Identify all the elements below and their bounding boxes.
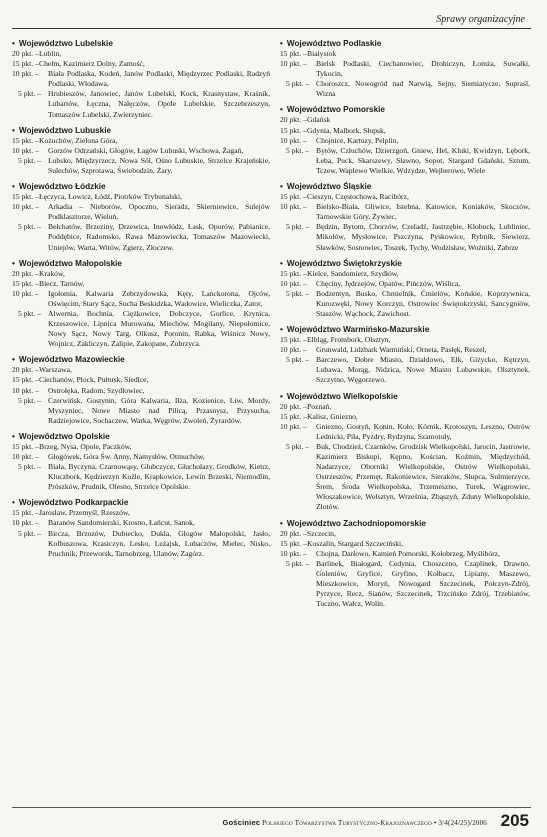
header-divider bbox=[12, 28, 531, 29]
points-row bbox=[12, 89, 270, 119]
places-list: Hrubieszów, Janowiec, Janów Lubelski, Kock, Krasnystaw, Kraśnik, Lubartów, Łęczna, Nałęczów, Opole Lubelskie, Szczebrzeszyn, Tomaszów Lubelski, Zwierzyniec. bbox=[48, 89, 270, 119]
points-value: 5 pkt. – bbox=[286, 355, 309, 365]
places-list: Grunwald, Lidzbark Warmiński, Orneta, Pasłęk, Reszel, bbox=[316, 345, 487, 355]
points-value: 10 pkt. – bbox=[280, 135, 307, 145]
places-list: Poznań, bbox=[307, 401, 332, 411]
region-section bbox=[280, 38, 530, 99]
points-value: 5 pkt. – bbox=[286, 288, 309, 298]
points-value: 10 pkt. – bbox=[12, 518, 39, 528]
places-list: Bielsk Podlaski, Ciechanowiec, Drohiczyn, Łomża, Suwałki, Tykocin, bbox=[316, 59, 530, 79]
points-value: 5 pkt. – bbox=[18, 528, 41, 538]
places-list: Elbląg, Frombork, Olsztyn, bbox=[307, 335, 391, 345]
points-value: 10 pkt. – bbox=[280, 345, 307, 355]
places-list: Chęciny, Jędrzejów, Opatów, Pińczów, Wiślica, bbox=[316, 278, 461, 288]
points-row bbox=[12, 156, 270, 176]
region-heading: • Województwo Zachodniopomorskie bbox=[280, 518, 530, 529]
points-row bbox=[12, 279, 270, 289]
points-value: 10 pkt. – bbox=[12, 69, 39, 79]
page-number: 205 bbox=[500, 811, 529, 830]
places-list: Bytów, Człuchów, Dzierzgoń, Gniew, Hel, Kluki, Kwidzyn, Lębork, Łeba, Puck, Skarszewy, Sławno, Sopot, Stargard Gdański, Sztum, Tczew, Waplewo Wielkie, Wdzydze, Wejherowo, Wiele bbox=[316, 145, 530, 175]
region-heading: • Województwo Podlaskie bbox=[280, 38, 530, 49]
points-value: 15 pkt. – bbox=[12, 192, 39, 202]
publisher-name: Polskiego Towarzystwa Turystyczno-Krajoznawczego bbox=[262, 819, 432, 827]
points-value: 5 pkt. – bbox=[18, 89, 41, 99]
points-value: 20 pkt. – bbox=[12, 365, 39, 375]
points-row bbox=[12, 289, 270, 309]
region-section bbox=[280, 181, 530, 253]
points-value: 5 pkt. – bbox=[18, 308, 41, 318]
points-row bbox=[280, 412, 530, 422]
points-row bbox=[12, 269, 270, 279]
places-list: Kielce, Sandomierz, Szydłów, bbox=[307, 268, 399, 278]
left-column bbox=[12, 38, 270, 564]
places-list: Chojna, Darłowo, Kamień Pomorski, Kołobrzeg, Myślibórz, bbox=[316, 548, 500, 558]
points-row bbox=[280, 146, 530, 176]
points-row bbox=[12, 375, 270, 385]
points-value: 20 pkt. – bbox=[280, 401, 307, 411]
places-list: Kraków, bbox=[39, 268, 65, 278]
points-value: 10 pkt. – bbox=[12, 385, 39, 395]
points-value: 5 pkt. – bbox=[286, 79, 309, 89]
region-heading: • Województwo Łódzkie bbox=[12, 181, 270, 192]
places-list: Głogówek, Góra Św. Anny, Namysłów, Otmuchów, bbox=[48, 452, 205, 461]
page-header bbox=[0, 0, 547, 30]
footer-divider bbox=[12, 807, 531, 808]
places-list: Arkadia – Nieborów, Opoczno, Sieradz, Skierniewice, Sulejów Podklasztorze, Wieluń, bbox=[48, 202, 270, 222]
places-list: Lubsko, Międzyrzecz, Nowa Sól, Ośno Lubuskie, Strzelce Krajeńskie, Sulechów, Szprotawa, Świebodzin, Żary. bbox=[48, 155, 270, 175]
points-value: 10 pkt. – bbox=[12, 452, 39, 461]
footer-publication bbox=[223, 818, 487, 827]
points-row bbox=[280, 269, 530, 279]
points-value: 20 pkt. – bbox=[280, 528, 307, 538]
points-row bbox=[12, 202, 270, 222]
region-heading: • Województwo Lubelskie bbox=[12, 38, 270, 49]
points-row bbox=[12, 69, 270, 89]
points-value: 15 pkt. – bbox=[12, 441, 39, 451]
points-value: 10 pkt. – bbox=[12, 288, 39, 298]
points-row bbox=[280, 49, 530, 59]
places-list: Ostrołęka, Radom, Szydłowiec, bbox=[48, 385, 145, 395]
points-value: 20 pkt. – bbox=[12, 49, 39, 58]
points-value: 15 pkt. – bbox=[280, 125, 307, 135]
points-row bbox=[12, 365, 270, 375]
points-row bbox=[12, 222, 270, 252]
points-row bbox=[12, 396, 270, 426]
points-row bbox=[280, 192, 530, 202]
points-row bbox=[280, 402, 530, 412]
points-row bbox=[12, 452, 270, 462]
points-row bbox=[12, 136, 270, 146]
points-row bbox=[280, 289, 530, 319]
points-row bbox=[280, 335, 530, 345]
points-row bbox=[12, 508, 270, 518]
points-row bbox=[12, 386, 270, 396]
points-value: 20 pkt. – bbox=[280, 115, 307, 125]
section-title: Sprawy organizacyjne bbox=[436, 14, 525, 25]
points-row bbox=[280, 79, 530, 99]
places-list: Lublin, bbox=[39, 49, 62, 58]
places-list: Alwernia, Bochnia, Ciężkowice, Dobczyce, Gorlice, Krynica, Krzeszowice, Lipnica Murowana, Miechów, Mogilany, Niepołomice, Nowy Sącz, Nowy Targ, Olkusz, Poronin, Rabka, Wiśnicz Nowy, Wojnicz, Zakliczyn, Zalipie, Zakopane, Zubrzyca. bbox=[48, 308, 270, 349]
places-list: Chojnice, Kartuzy, Pelplin, bbox=[316, 135, 399, 145]
places-list: Białystok bbox=[307, 49, 337, 58]
region-heading: • Województwo Podkarpackie bbox=[12, 497, 270, 508]
region-heading: • Województwo Małopolskie bbox=[12, 258, 270, 269]
places-list: Chełm, Kazimierz Dolny, Zamość, bbox=[39, 59, 145, 69]
points-row bbox=[280, 126, 530, 136]
places-list: Kalisz, Gniezno, bbox=[307, 411, 358, 421]
points-value: 15 pkt. – bbox=[280, 49, 307, 58]
points-value: 5 pkt. – bbox=[286, 558, 309, 568]
points-value: 5 pkt. – bbox=[286, 145, 309, 155]
places-list: Cieszyn, Częstochowa, Racibórz, bbox=[307, 192, 409, 202]
region-heading: • Województwo Wielkopolskie bbox=[280, 391, 530, 402]
points-row bbox=[280, 529, 530, 539]
points-value: 10 pkt. – bbox=[280, 59, 307, 69]
points-row bbox=[12, 49, 270, 59]
points-value: 10 pkt. – bbox=[280, 278, 307, 288]
right-column bbox=[280, 38, 530, 614]
region-heading: • Województwo Pomorskie bbox=[280, 104, 530, 115]
places-list: Bełchatów, Brzeziny, Drzewica, Inowłódz, Łask, Oporów, Pabianice, Poddębice, Radomsko, Rawa Mazowiecka, Tomaszów Mazowiecki, Uniejów, Warta, Witów, Zgierz, Złoczew. bbox=[48, 222, 270, 252]
points-value: 10 pkt. – bbox=[280, 421, 307, 431]
region-section bbox=[280, 391, 530, 513]
region-heading: • Województwo Śląskie bbox=[280, 181, 530, 192]
points-row bbox=[280, 539, 530, 549]
region-heading: • Województwo Warmińsko-Mazurskie bbox=[280, 324, 530, 335]
places-list: Gniezno, Gostyń, Konin, Koło, Kórnik, Krotoszyn, Leszno, Ostrów Lednicki, Piła, Pyzdry, Rydzyna, Szamotuły, bbox=[316, 421, 530, 441]
places-list: Koszalin, Stargard Szczeciński, bbox=[307, 538, 404, 548]
region-section bbox=[280, 104, 530, 176]
region-section bbox=[280, 324, 530, 385]
points-row bbox=[280, 59, 530, 79]
points-row bbox=[12, 442, 270, 452]
points-row bbox=[280, 279, 530, 289]
points-row bbox=[280, 559, 530, 609]
points-value: 15 pkt. – bbox=[12, 59, 39, 69]
places-list: Choroszcz, Nowogród nad Narwią, Sejny, Siemiatycze, Supraśl, Wizna bbox=[316, 79, 530, 99]
points-value: 15 pkt. – bbox=[280, 268, 307, 278]
points-row bbox=[280, 355, 530, 385]
region-heading: • Województwo Lubuskie bbox=[12, 125, 270, 136]
points-row bbox=[280, 345, 530, 355]
points-row bbox=[280, 422, 530, 442]
points-value: 5 pkt. – bbox=[18, 222, 41, 232]
points-row bbox=[12, 192, 270, 202]
places-list: Bielsko-Biała, Gliwice, Istebna, Katowice, Koniaków, Skoczów, Tarnowskie Góry, Żywiec, bbox=[316, 202, 530, 222]
points-row bbox=[12, 462, 270, 492]
points-value: 5 pkt. – bbox=[18, 462, 41, 472]
points-value: 15 pkt. – bbox=[280, 192, 307, 202]
issue-number: • 3/4(24/25)/2006 bbox=[433, 819, 487, 827]
region-section bbox=[12, 38, 270, 120]
points-value: 15 pkt. – bbox=[280, 538, 307, 548]
region-section bbox=[12, 354, 270, 426]
places-list: Jarosław, Przemyśl, Rzeszów, bbox=[39, 508, 130, 518]
region-section bbox=[12, 431, 270, 492]
region-heading: • Województwo Świętokrzyskie bbox=[280, 258, 530, 269]
places-list: Kożuchów, Zielona Góra, bbox=[39, 135, 118, 145]
region-section bbox=[280, 258, 530, 319]
region-heading: • Województwo Mazowieckie bbox=[12, 354, 270, 365]
places-list: Ciechanów, Płock, Pułtusk, Siedlce, bbox=[39, 375, 149, 385]
points-row bbox=[280, 202, 530, 222]
places-list: Będzin, Bytom, Chorzów, Czeladź, Jastrzębie, Kłobuck, Lubliniec, Mikołów, Mysłowice, Pszczyna, Pyskowice, Rybnik, Siewierz, Sławków, Sosnowiec, Toszek, Tychy, Wodzisław, Woźniki, Zabrze bbox=[316, 222, 530, 252]
points-value: 10 pkt. – bbox=[280, 548, 307, 558]
points-row bbox=[280, 442, 530, 513]
points-row bbox=[12, 518, 270, 528]
places-list: Brzeg, Nysa, Opole, Paczków, bbox=[39, 441, 132, 451]
points-row bbox=[280, 136, 530, 146]
region-section bbox=[12, 497, 270, 558]
places-list: Biecz, Tarnów, bbox=[39, 278, 85, 288]
points-row bbox=[280, 115, 530, 125]
points-value: 15 pkt. – bbox=[12, 135, 39, 145]
points-row bbox=[280, 549, 530, 559]
places-list: Warszawa, bbox=[39, 365, 72, 375]
points-value: 5 pkt. – bbox=[286, 222, 309, 232]
region-heading: • Województwo Opolskie bbox=[12, 431, 270, 442]
places-list: Gdynia, Malbork, Słupsk, bbox=[307, 125, 386, 135]
places-list: Bodzentyn, Busko, Chmielnik, Ćmielów, Końskie, Koprzywnica, Kurozwęki, Nowy Korczyn, Ostrowiec Świętokrzyski, Sancygniów, Staszów, Wąchock, Zawichost. bbox=[316, 288, 530, 318]
places-list: Gdańsk bbox=[307, 115, 331, 125]
places-list: Igołomia, Kalwaria Zebrzydowska, Kęty, Lanckorona, Ojców, Oświęcim, Stary Sącz, Sucha Beskidzka, Wadowice, Wieliczka, Zator, bbox=[48, 288, 270, 308]
places-list: Barczewo, Dobre Miasto, Działdowo, Ełk, Giżycko, Kętrzyn, Lubawa, Morąg, Nidzica, Nowe Miasto Lubawskie, Olsztynek, Szczytno, Węgorzewo. bbox=[316, 355, 530, 385]
points-value: 5 pkt. – bbox=[18, 155, 41, 165]
places-list: Barlinek, Białogard, Cedynia, Choszczno, Czaplinek, Drawno, Goleniów, Gryfice, Gryfino, Kołbacz, Lipiany, Maszewo, Mieszkowice, Moryń, Nowogard Szczecinek, Połczyn-Zdrój, Pyrzyce, Recz, Sianów, Szczecinek, Trzcińsko Zdrój, Trzebiatów, Tuczno, Wałcz, Wolin. bbox=[316, 558, 530, 609]
places-list: Łęczyca, Łowicz, Łódź, Piotrków Trybunalski, bbox=[39, 192, 182, 202]
points-row bbox=[280, 222, 530, 252]
region-section bbox=[12, 125, 270, 176]
points-row bbox=[12, 59, 270, 69]
page-footer bbox=[0, 807, 547, 837]
places-list: Biała, Byczyna, Czarnowąsy, Głubczyce, Głuchołazy, Grodków, Kietrz, Kluczbork, Kędzierzyn Koźle, Krapkowice, Lewin Brzeski, Niemodlin, Prószków, Prudnik, Olesno, Strzelce Opolskie. bbox=[48, 462, 270, 492]
points-value: 15 pkt. – bbox=[12, 375, 39, 385]
journal-name: Gościniec bbox=[222, 818, 261, 827]
points-row bbox=[12, 529, 270, 559]
places-list: Baranów Sandomierski, Krosno, Łańcut, Sanok, bbox=[48, 518, 195, 528]
points-value: 20 pkt. – bbox=[12, 268, 39, 278]
region-section bbox=[12, 181, 270, 253]
points-value: 15 pkt. – bbox=[280, 335, 307, 345]
points-row bbox=[12, 146, 270, 156]
points-value: 10 pkt. – bbox=[280, 202, 307, 212]
places-list: Czerwińsk, Gostynin, Góra Kalwaria, Iłża, Kozienice, Liw, Mordy, Myszyniec, Nowe Miasto nad Pilicą, Przasnysz, Przysucha, Radziejowice, Sochaczew, Warka, Węgrów, Zwoleń, Żyrardów. bbox=[48, 395, 270, 425]
points-value: 10 pkt. – bbox=[12, 202, 39, 212]
points-value: 15 pkt. – bbox=[12, 508, 39, 518]
points-row bbox=[12, 309, 270, 349]
points-value: 5 pkt. – bbox=[286, 441, 309, 451]
points-value: 10 pkt. – bbox=[12, 145, 39, 155]
region-section bbox=[12, 258, 270, 350]
points-value: 15 pkt. – bbox=[280, 411, 307, 421]
places-list: Gorzów Odrzański, Głogów, Łagów Lubuski, Wschowa, Żagań, bbox=[48, 145, 244, 155]
places-list: Buk, Chodzież, Czarnków, Grodzisk Wielkopolski, Jarocin, Jastrowie, Kazimierz Biskupi, Kępno, Kościan, Koźmin, Międzychód, Nadarzyce, Oborniki Wielkopolskie, Ostrów Wielkopolski, Ostrzeszów, Przemęt, Rakoniewice, Sieraków, Słupca, Sulmierzyce, Śrem, Środa Wielkopolska, Trzemeszno, Turek, Wągrowiec, Włoszakowice, Wolsztyn, Września, Zbąszyń, Zduny Wielkopolskie, Złotów. bbox=[316, 441, 530, 512]
places-list: Szczecin, bbox=[307, 528, 336, 538]
region-section bbox=[280, 518, 530, 610]
places-list: Biała Podlaska, Kodeń, Janów Podlaski, Międzyrzec Podlaski, Radzyń Podlaski, Włodawa, bbox=[48, 69, 270, 89]
points-value: 15 pkt. – bbox=[12, 278, 39, 288]
places-list: Bircza, Brzozów, Dubiecko, Dukla, Głogów Małopolski, Jasło, Kolbuszowa, Krasiczyn, Lesko, Leżajsk, Lubaczów, Mielec, Nisko, Pruchnik, Przeworsk, Tarnobrzeg, Ulanów, Zagórz. bbox=[48, 528, 270, 558]
points-value: 5 pkt. – bbox=[18, 395, 41, 405]
